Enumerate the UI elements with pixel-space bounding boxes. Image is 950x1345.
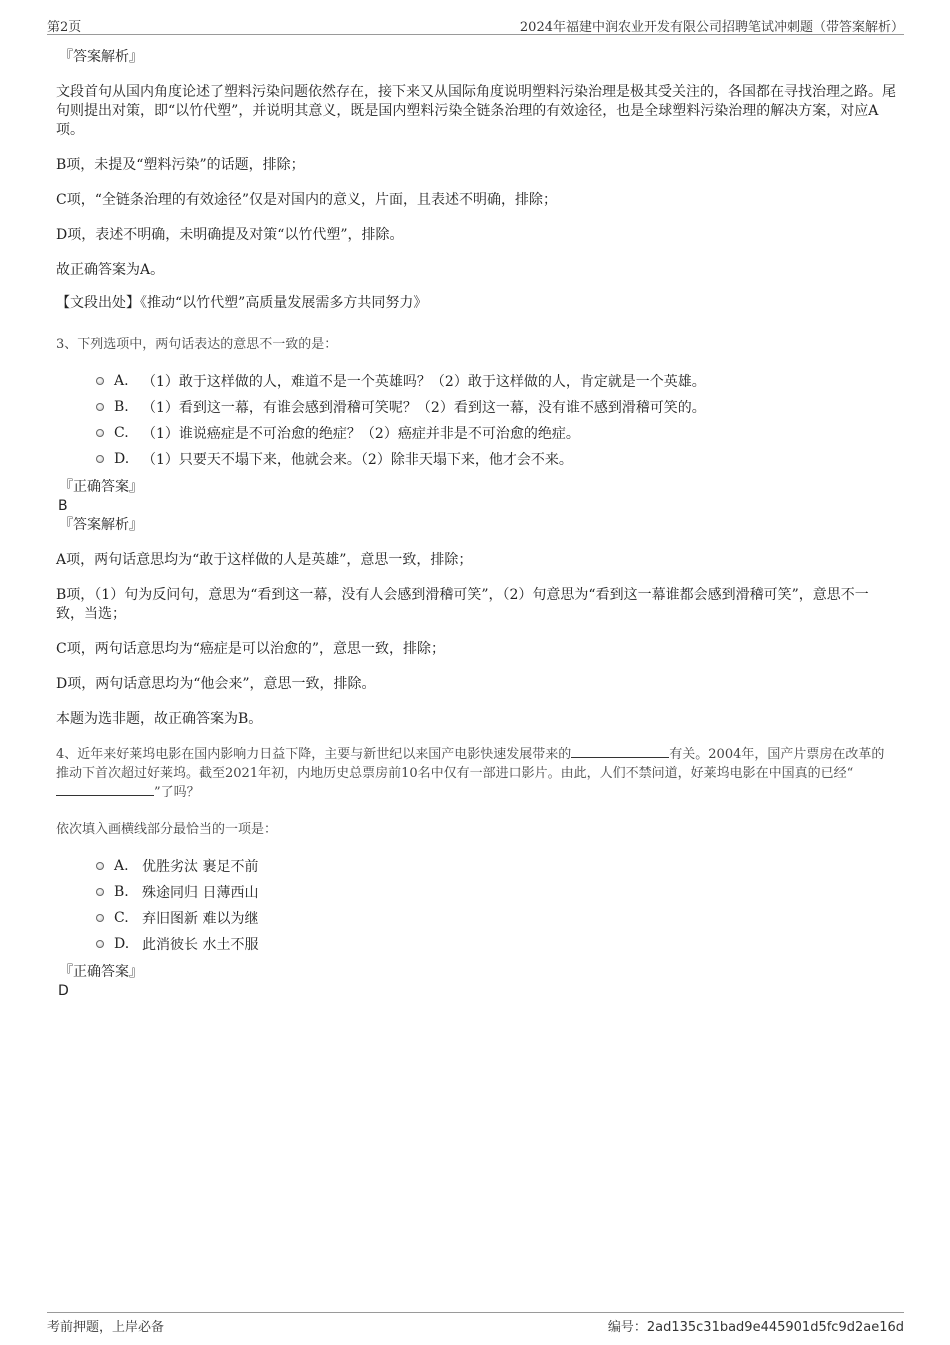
question-3-option-c[interactable]	[96, 420, 896, 446]
page-number: 第2页	[47, 20, 82, 35]
analysis-paragraph: C项，两句话意思均为“癌症是可以治愈的”，意思一致，排除；	[56, 641, 446, 657]
option-text: （1）谁说癌症是不可治愈的绝症？（2）癌症并非是不可治愈的绝症。	[142, 426, 580, 442]
question-4-prompt: 依次填入画横线部分最恰当的一项是：	[56, 822, 278, 837]
code-label: 编号：	[607, 1320, 647, 1335]
radio-icon[interactable]	[96, 862, 104, 870]
analysis-label: 『答案解析』	[59, 517, 143, 533]
correct-answer-label: 『正确答案』	[59, 964, 143, 980]
radio-icon[interactable]	[96, 914, 104, 922]
option-letter: B.	[114, 884, 129, 900]
question-3-option-a[interactable]	[96, 368, 896, 394]
radio-icon[interactable]	[96, 455, 104, 463]
code-value: 2ad135c31bad9e445901d5fc9d2ae16d	[646, 1320, 904, 1335]
document-code	[608, 1316, 904, 1335]
radio-icon[interactable]	[96, 403, 104, 411]
analysis-paragraph: 文段首句从国内角度论述了塑料污染问题依然存在，接下来又从国际角度说明塑料污染治理是极其受关注的，各国都在寻找治理之路。尾句则提出对策，即“以竹代塑”，并说明其意义，既是国内塑料污染全链条治理的有效途径，也是全球塑料污染治理的解决方案，对应A项。	[56, 84, 896, 138]
option-text: 弃旧图新 难以为继	[142, 911, 259, 927]
footer-slogan: 考前押题，上岸必备	[47, 1320, 165, 1335]
option-letter: A.	[114, 373, 129, 389]
radio-icon[interactable]	[96, 429, 104, 437]
analysis-label: 『答案解析』	[59, 49, 143, 65]
option-text: 殊途同归 日薄西山	[142, 885, 259, 901]
analysis-paragraph: C项，“全链条治理的有效途径”仅是对国内的意义，片面，且表述不明确，排除；	[56, 192, 558, 208]
question-3-text: 3、下列选项中，两句话表达的意思不一致的是：	[56, 337, 338, 352]
analysis-paragraph: D项，两句话意思均为“他会来”，意思一致，排除。	[56, 676, 376, 692]
analysis-paragraph: B项，未提及“塑料污染”的话题，排除；	[56, 157, 305, 173]
option-text: （1）只要天不塌下来，他就会来。（2）除非天塌下来，他才会不来。	[142, 452, 573, 468]
question-3-option-b[interactable]	[96, 394, 896, 420]
question-4-option-c[interactable]	[96, 905, 896, 931]
page-header	[47, 14, 904, 35]
analysis-paragraph: A项，两句话意思均为“敢于这样做的人是英雄”，意思一致，排除；	[56, 552, 473, 568]
option-letter: C.	[114, 425, 129, 441]
option-letter: B.	[114, 399, 129, 415]
analysis-paragraph: D项，表述不明确，未明确提及对策“以竹代塑”，排除。	[56, 227, 404, 243]
option-text: 优胜劣汰 裹足不前	[142, 859, 259, 875]
option-letter: A.	[114, 858, 129, 874]
correct-answer: D	[58, 983, 69, 999]
passage-source: 【文段出处】《推动“以竹代塑”高质量发展需多方共同努力》	[56, 295, 428, 311]
radio-icon[interactable]	[96, 888, 104, 896]
option-letter: D.	[114, 936, 130, 952]
analysis-conclusion: 故正确答案为A。	[56, 262, 165, 278]
document-title: 2024年福建中润农业开发有限公司招聘笔试冲刺题（带答案解析）	[519, 20, 904, 35]
radio-icon[interactable]	[96, 377, 104, 385]
question-4-part1: 4、近年来好莱坞电影在国内影响力日益下降，主要与新世纪以来国产电影快速发展带来的	[56, 747, 572, 762]
page-content	[56, 48, 896, 1001]
option-letter: C.	[114, 910, 129, 926]
question-4-option-d[interactable]	[96, 931, 896, 957]
correct-answer: B	[58, 498, 68, 514]
option-text: （1）敢于这样做的人，难道不是一个英雄吗？（2）敢于这样做的人，肯定就是一个英雄。	[142, 374, 706, 390]
question-4-text	[56, 745, 896, 802]
question-3-option-d[interactable]	[96, 446, 896, 472]
question-4-option-b[interactable]	[96, 879, 896, 905]
question-4-part3: ”了吗？	[154, 785, 200, 800]
question-4-part2: 有关。2004年，国产片票房在改革的推动下首次超过好莱坞。截至2021年初，内地历史总票房前10名中仅有一部进口影片。由此，人们不禁问道，好莱坞电影在中国真的已经“	[56, 747, 885, 781]
fill-blank-1	[571, 745, 669, 758]
page-footer	[47, 1312, 904, 1337]
option-text: （1）看到这一幕，有谁会感到滑稽可笑呢？（2）看到这一幕，没有谁不感到滑稽可笑的。	[142, 400, 706, 416]
fill-blank-2	[56, 783, 154, 796]
radio-icon[interactable]	[96, 940, 104, 948]
question-4-option-a[interactable]	[96, 853, 896, 879]
analysis-paragraph: B项，（1）句为反问句，意思为“看到这一幕，没有人会感到滑稽可笑”，（2）句意思为“看到这一幕谁都会感到滑稽可笑”，意思不一致，当选；	[56, 587, 869, 622]
analysis-conclusion: 本题为选非题，故正确答案为B。	[56, 711, 263, 727]
question-4-options	[96, 853, 896, 957]
option-letter: D.	[114, 451, 130, 467]
question-3-options	[96, 368, 896, 472]
correct-answer-label: 『正确答案』	[59, 479, 143, 495]
option-text: 此消彼长 水土不服	[142, 937, 259, 953]
